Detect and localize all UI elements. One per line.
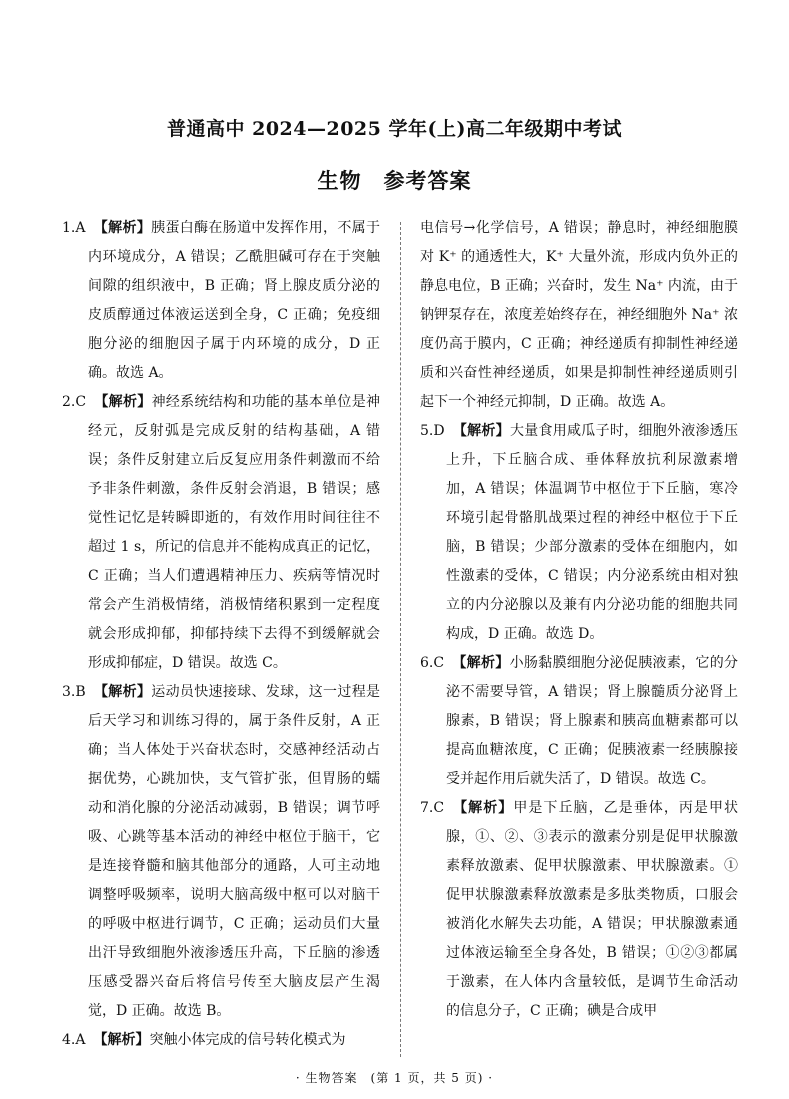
page-title: 普通高中 2024—2025 学年(上)高二年级期中考试 [167, 118, 622, 140]
item-text: 大量食用咸瓜子时，细胞外液渗透压上升，下丘脑合成、垂体释放抗利尿激素增加，A 错误；体温调节中枢位于下丘脑，寒冷环境引起骨骼肌战栗过程的神经中枢位于下丘脑，B 错误；少部分激素的受体在细胞内，如性激素的受体，C 错误；内分泌系统由相对独立的内分泌腺以及兼有内分泌功能的细胞共同构成，D 正确。故选 D。 [446, 423, 739, 642]
item-text: 电信号→化学信号，A 错误；静息时，神经细胞膜对 K⁺ 的通透性大，K⁺ 大量外流，形成内负外正的静息电位，B 正确；兴奋时，发生 Na⁺ 内流，由于钠钾泵存在，浓度差始终存在，神经细胞外 Na⁺ 浓度仍高于膜内，C 正确；神经递质有抑制性神经递质和兴奋性神经递质，如果是抑制性神经递质则引起下一个神经元抑制，D 正确。故选 A。 [420, 220, 738, 410]
answer-item-5 [420, 417, 738, 649]
answer-item-4-continued [420, 214, 738, 417]
item-text: 甲是下丘脑，乙是垂体，丙是甲状腺，①、②、③表示的激素分别是促甲状腺激素释放激素、促甲状腺激素、甲状腺激素。①促甲状腺激素释放激素是多肽类物质，口服会被消化水解失去功能，A 错误；甲状腺激素通过体液运输至全身各处，B 错误；①②③都属于激素，在人体内含量较低，是调节生命活动的信息分子，C 正确；碘是合成甲 [446, 800, 739, 1019]
item-number: 7. [420, 800, 434, 816]
answer-item-6 [420, 649, 738, 794]
item-text: 运动员快速接球、发球，这一过程是后天学习和训练习得的，属于条件反射，A 正确；当人体处于兴奋状态时，交感神经活动占据优势，心跳加快，支气管扩张，但胃肠的蠕动和消化腺的分泌活动减弱，B 错误；调节呼吸、心跳等基本活动的神经中枢位于脑干，它是连接脊髓和脑其他部分的通路，人可主动地调整呼吸频率，说明大脑高级中枢可以对脑干的呼吸中枢进行调节，C 正确；运动员们大量出汗导致细胞外液渗透压升高，下丘脑的渗透压感受器兴奋后将信号传至大脑皮层产生渴觉，D 正确。故选 B。 [88, 684, 381, 1019]
item-number: 2. [62, 394, 76, 410]
item-answer: B [75, 684, 86, 700]
item-tag: 【解析】 [452, 800, 514, 816]
item-number: 1. [62, 220, 76, 236]
right-column [420, 214, 738, 1026]
answer-item-7 [420, 794, 738, 1026]
item-number: 3. [62, 684, 76, 700]
item-tag: 【解析】 [94, 394, 152, 410]
item-text: 突触小体完成的信号转化模式为 [149, 1032, 346, 1048]
answer-item-3 [62, 678, 380, 1026]
item-text: 胰蛋白酶在肠道中发挥作用，不属于内环境成分，A 错误；乙酰胆碱可存在于突触间隙的组织液中，B 正确；肾上腺皮质分泌的皮质醇通过体液运送到全身，C 正确；免疫细胞分泌的细胞因子属于内环境的成分，D 正确。故选 A。 [88, 220, 381, 381]
answer-item-4 [62, 1026, 380, 1055]
item-text: 小肠黏膜细胞分泌促胰液素，它的分泌不需要导管，A 错误；肾上腺髓质分泌肾上腺素，B 错误；肾上腺素和胰高血糖素都可以提高血糖浓度，C 正确；促胰液素一经胰腺接受并起作用后就失活了，D 错误。故选 C。 [446, 655, 739, 787]
item-answer: C [433, 655, 445, 671]
item-number: 5. [420, 423, 434, 439]
item-tag: 【解析】 [452, 423, 510, 439]
item-tag: 【解析】 [93, 684, 152, 700]
answer-item-1 [62, 214, 380, 388]
left-column [62, 214, 380, 1055]
answer-item-2 [62, 388, 380, 678]
item-answer: A [75, 220, 86, 236]
item-answer: C [433, 800, 445, 816]
item-tag: 【解析】 [93, 220, 152, 236]
page-subtitle: 生物 参考答案 [317, 168, 472, 193]
item-tag: 【解析】 [93, 1032, 150, 1048]
item-answer: A [75, 1032, 86, 1048]
item-number: 4. [62, 1032, 76, 1048]
item-answer: D [433, 423, 445, 439]
page-footer: · 生物答案 (第 1 页，共 5 页) · [295, 1071, 494, 1085]
item-text: 神经系统结构和功能的基本单位是神经元，反射弧是完成反射的结构基础，A 错误；条件反射建立后反复应用条件刺激而不给予非条件刺激，条件反射会消退，B 错误；感觉性记忆是转瞬即逝的，有效作用时间往往不超过 1 s，所记的信息并不能构成真正的记忆，C 正确；当人们遭遇精神压力、疾病等情况时常会产生消极情绪，消极情绪积累到一定程度就会形成抑郁，抑郁持续下去得不到缓解就会形成抑郁症，D 错误。故选 C。 [88, 394, 381, 671]
column-divider [400, 222, 401, 1057]
item-answer: C [75, 394, 87, 410]
item-tag: 【解析】 [452, 655, 510, 671]
item-number: 6. [420, 655, 434, 671]
